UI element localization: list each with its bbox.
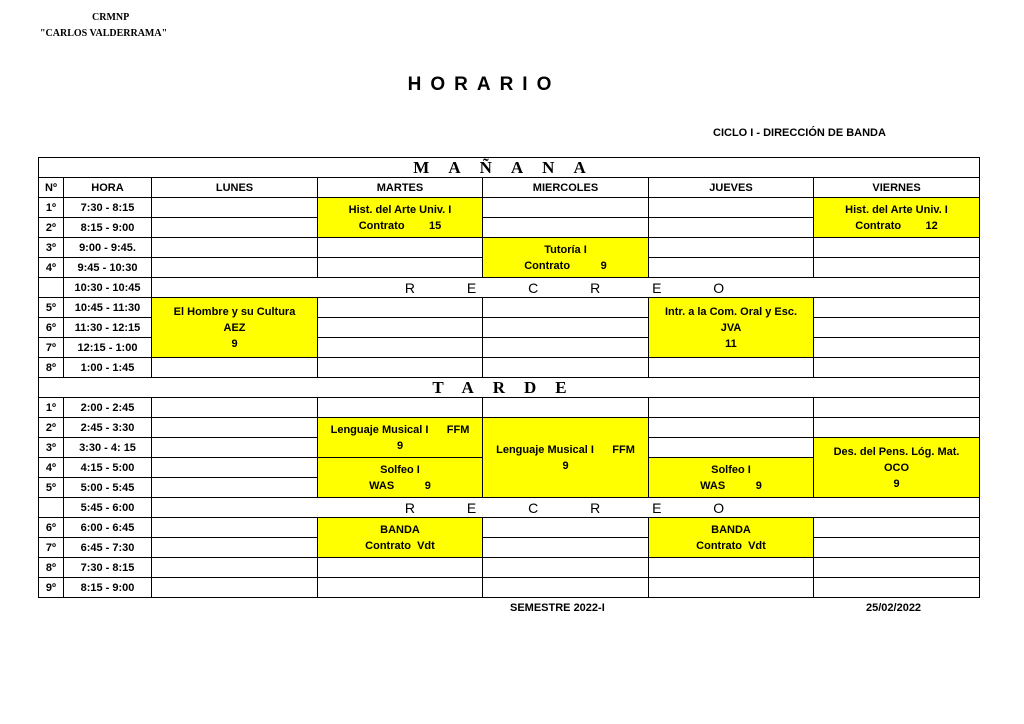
empty-cell xyxy=(318,398,483,418)
row-number: 7º xyxy=(39,338,64,358)
recreo-label: R E C R E O xyxy=(152,498,980,518)
empty-cell xyxy=(152,418,318,438)
row-number: 7º xyxy=(39,538,64,558)
table-row xyxy=(39,198,980,218)
empty-cell xyxy=(318,578,483,598)
empty-cell xyxy=(152,238,318,258)
empty-cell xyxy=(649,218,814,238)
row-hora: 12:15 - 1:00 xyxy=(64,338,152,358)
empty-cell xyxy=(483,558,649,578)
row-number: 2º xyxy=(39,218,64,238)
empty-cell xyxy=(318,258,483,278)
empty-cell xyxy=(152,538,318,558)
row-number: 5º xyxy=(39,478,64,498)
empty-cell xyxy=(814,578,980,598)
empty-cell xyxy=(318,558,483,578)
row-hora: 5:00 - 5:45 xyxy=(64,478,152,498)
row-hora: 8:15 - 9:00 xyxy=(64,578,152,598)
row-number: 3º xyxy=(39,238,64,258)
recreo-label: R E C R E O xyxy=(152,278,980,298)
class-name: Lenguaje Musical I FFM xyxy=(330,423,470,436)
col-martes: MARTES xyxy=(318,178,483,198)
section-tarde: TARDE xyxy=(39,378,980,398)
row-number: 8º xyxy=(39,358,64,378)
row-hora: 7:30 - 8:15 xyxy=(64,558,152,578)
row-hora: 3:30 - 4: 15 xyxy=(64,438,152,458)
empty-cell xyxy=(649,258,814,278)
row-hora: 10:45 - 11:30 xyxy=(64,298,152,318)
class-name: Solfeo I xyxy=(711,463,751,476)
header-row xyxy=(39,178,980,198)
empty-cell xyxy=(814,298,980,318)
class-name: Lenguaje Musical I FFM xyxy=(496,443,635,456)
empty-cell xyxy=(483,338,649,358)
class-name: Des. del Pens. Lóg. Mat. xyxy=(833,445,960,458)
empty-cell xyxy=(814,558,980,578)
empty-cell xyxy=(152,198,318,218)
semestre-label: SEMESTRE 2022-I xyxy=(510,602,605,614)
row-hora: 2:45 - 3:30 xyxy=(64,418,152,438)
empty-cell xyxy=(483,398,649,418)
class-teacher: AEZ xyxy=(223,321,246,334)
table-row xyxy=(39,298,980,318)
empty-cell xyxy=(814,338,980,358)
col-n: Nº xyxy=(39,178,64,198)
row-hora: 9:45 - 10:30 xyxy=(64,258,152,278)
empty-cell xyxy=(483,538,649,558)
table-row xyxy=(39,578,980,598)
class-teacher: Contrato 12 xyxy=(855,219,938,232)
empty-cell xyxy=(814,518,980,538)
empty-cell xyxy=(152,578,318,598)
class-teacher: OCO xyxy=(883,461,910,474)
empty-cell xyxy=(318,298,483,318)
table-row xyxy=(39,398,980,418)
class-banda-jueves xyxy=(649,518,814,558)
empty-cell xyxy=(152,518,318,538)
class-name: El Hombre y su Cultura xyxy=(173,305,296,318)
empty-cell xyxy=(649,578,814,598)
empty-cell xyxy=(649,558,814,578)
row-hora: 7:30 - 8:15 xyxy=(64,198,152,218)
row-number: 1º xyxy=(39,198,64,218)
empty-cell xyxy=(318,338,483,358)
empty-cell xyxy=(483,358,649,378)
class-banda-martes xyxy=(318,518,483,558)
table-row xyxy=(39,418,980,438)
class-solfeo-martes xyxy=(318,458,483,498)
empty-cell xyxy=(152,558,318,578)
class-hours: 11 xyxy=(725,337,737,350)
empty-cell xyxy=(483,298,649,318)
row-hora: 8:15 - 9:00 xyxy=(64,218,152,238)
empty-cell xyxy=(649,418,814,438)
empty-cell xyxy=(814,238,980,258)
class-hours: 9 xyxy=(893,477,900,490)
empty-cell xyxy=(649,358,814,378)
row-hora: 10:30 - 10:45 xyxy=(64,278,152,298)
empty-cell xyxy=(483,198,649,218)
col-jueves: JUEVES xyxy=(649,178,814,198)
recreo-row xyxy=(39,278,980,298)
class-name: Hist. del Arte Univ. I xyxy=(348,203,452,216)
date-label: 25/02/2022 xyxy=(866,602,922,614)
row-number: 2º xyxy=(39,418,64,438)
class-hours: 9 xyxy=(396,439,404,452)
class-hombre-lunes xyxy=(152,298,318,358)
empty-cell xyxy=(814,318,980,338)
class-name: Intr. a la Com. Oral y Esc. xyxy=(664,305,798,318)
empty-cell xyxy=(814,358,980,378)
class-teacher: Contrato Vdt xyxy=(365,539,435,552)
class-hist-martes xyxy=(318,198,483,238)
row-number xyxy=(39,278,64,298)
row-hora: 11:30 - 12:15 xyxy=(64,318,152,338)
empty-cell xyxy=(318,358,483,378)
class-name: Tutoría I xyxy=(544,243,587,256)
class-name: Solfeo I xyxy=(380,463,420,476)
col-miercoles: MIERCOLES xyxy=(483,178,649,198)
empty-cell xyxy=(152,458,318,478)
class-lenguaje-martes xyxy=(318,418,483,458)
empty-cell xyxy=(649,238,814,258)
empty-cell xyxy=(483,318,649,338)
schedule-table xyxy=(38,157,980,598)
row-number: 8º xyxy=(39,558,64,578)
table-row xyxy=(39,238,980,258)
class-intr-jueves xyxy=(649,298,814,358)
class-teacher: Contrato 9 xyxy=(524,259,607,272)
page-title: HORARIO xyxy=(407,74,561,95)
row-number: 4º xyxy=(39,258,64,278)
class-des-viernes xyxy=(814,438,980,498)
class-teacher: Contrato 15 xyxy=(358,219,442,232)
col-lunes: LUNES xyxy=(152,178,318,198)
ciclo-label: CICLO I - DIRECCIÓN DE BANDA xyxy=(713,127,886,139)
empty-cell xyxy=(152,218,318,238)
empty-cell xyxy=(649,398,814,418)
empty-cell xyxy=(152,398,318,418)
table-row xyxy=(39,538,980,558)
table-row xyxy=(39,558,980,578)
row-hora: 9:00 - 9:45. xyxy=(64,238,152,258)
class-teacher: JVA xyxy=(720,321,742,334)
empty-cell xyxy=(483,518,649,538)
row-hora: 1:00 - 1:45 xyxy=(64,358,152,378)
col-viernes: VIERNES xyxy=(814,178,980,198)
empty-cell xyxy=(814,418,980,438)
recreo-row xyxy=(39,498,980,518)
empty-cell xyxy=(814,398,980,418)
class-lenguaje-miercoles xyxy=(483,418,649,498)
class-hist-viernes xyxy=(814,198,980,238)
table-row xyxy=(39,358,980,378)
empty-cell xyxy=(483,578,649,598)
class-tutoria-miercoles xyxy=(483,238,649,278)
row-number: 6º xyxy=(39,518,64,538)
row-hora: 2:00 - 2:45 xyxy=(64,398,152,418)
class-name: Hist. del Arte Univ. I xyxy=(845,203,948,216)
institution-short: CRMNP xyxy=(92,12,130,23)
row-number: 9º xyxy=(39,578,64,598)
class-teacher: Contrato Vdt xyxy=(696,539,766,552)
section-manana: MAÑANA xyxy=(39,158,980,178)
class-solfeo-jueves xyxy=(649,458,814,498)
table-row xyxy=(39,518,980,538)
row-hora: 5:45 - 6:00 xyxy=(64,498,152,518)
class-name: BANDA xyxy=(711,523,751,536)
row-number: 6º xyxy=(39,318,64,338)
row-number: 1º xyxy=(39,398,64,418)
empty-cell xyxy=(152,478,318,498)
empty-cell xyxy=(814,538,980,558)
institution-name: "CARLOS VALDERRAMA" xyxy=(40,28,168,39)
class-hours: 9 xyxy=(231,337,238,350)
empty-cell xyxy=(152,438,318,458)
row-number: 5º xyxy=(39,298,64,318)
row-number xyxy=(39,498,64,518)
empty-cell xyxy=(152,358,318,378)
empty-cell xyxy=(649,438,814,458)
row-number: 4º xyxy=(39,458,64,478)
col-hora: HORA xyxy=(64,178,152,198)
row-hora: 4:15 - 5:00 xyxy=(64,458,152,478)
empty-cell xyxy=(318,238,483,258)
empty-cell xyxy=(483,218,649,238)
row-number: 3º xyxy=(39,438,64,458)
empty-cell xyxy=(318,318,483,338)
class-teacher: WAS 9 xyxy=(700,479,762,492)
row-hora: 6:45 - 7:30 xyxy=(64,538,152,558)
class-teacher: WAS 9 xyxy=(369,479,431,492)
class-name: BANDA xyxy=(380,523,420,536)
empty-cell xyxy=(152,258,318,278)
empty-cell xyxy=(649,198,814,218)
row-hora: 6:00 - 6:45 xyxy=(64,518,152,538)
class-hours: 9 xyxy=(562,459,569,472)
empty-cell xyxy=(814,258,980,278)
